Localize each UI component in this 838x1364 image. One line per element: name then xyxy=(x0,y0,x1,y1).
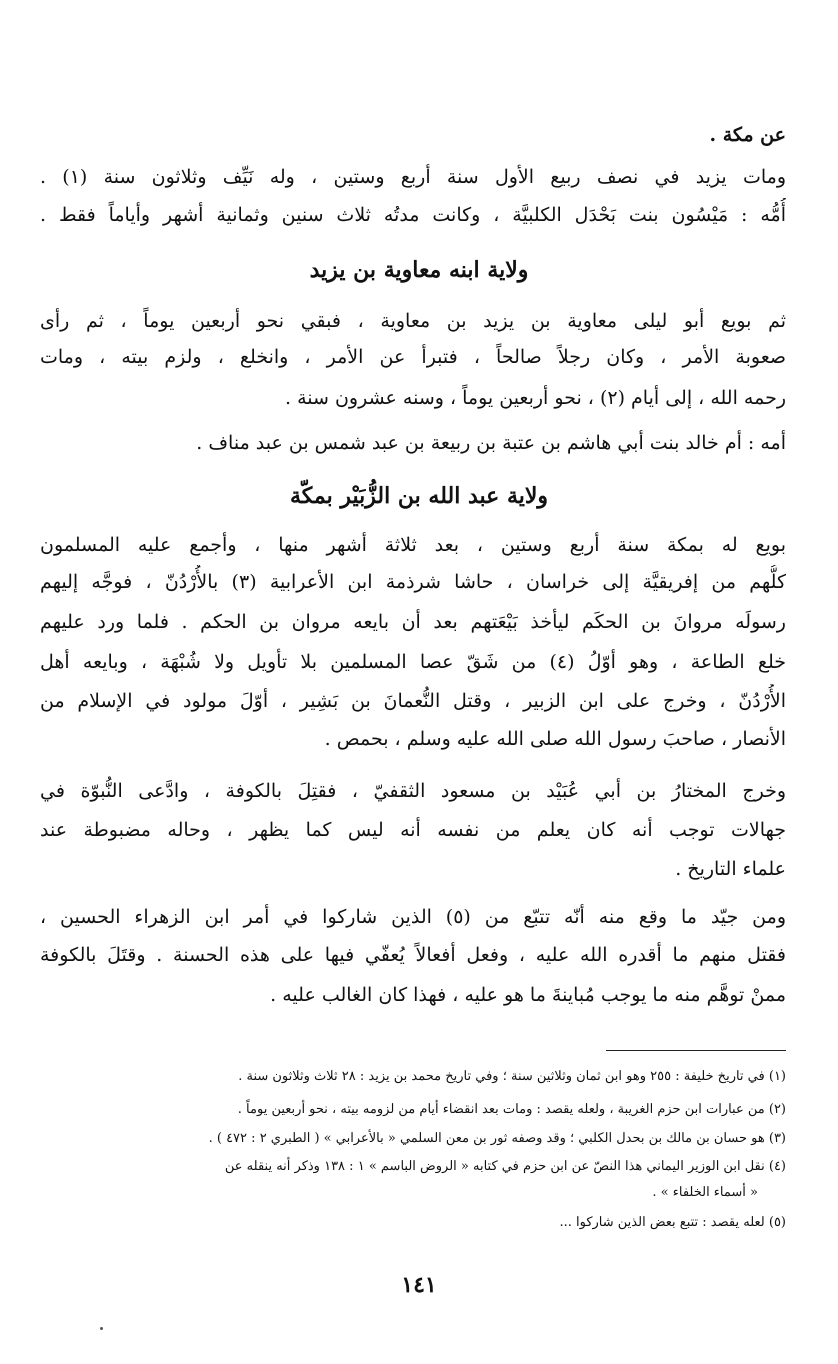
text-line: أمه : أم خالد بنت أبي هاشم بن عتبة بن ربيعة بن عبد شمس بن عبد مناف . xyxy=(196,432,786,454)
text-line: عن مكة . xyxy=(709,124,786,146)
text-line: فقتل منهم ما أقدره الله عليه ، وفعل أفعالاً يُعفّي فيها على هذه الحسنة . وقتَلَ بالكوفة xyxy=(40,944,786,966)
text-line: ثم بويع أبو ليلى معاوية بن يزيد بن معاوية ، فبقي نحو أربعين يوماً ، ثم رأى xyxy=(40,310,786,332)
text-line: ممنْ توهَّم منه ما يوجب مُباينةَ ما هو عليه ، فهذا كان الغالب عليه . xyxy=(270,984,786,1006)
footnote: (٤) نقل ابن الوزير اليماني هذا النصّ عن ابن حزم في كتابه « الروض الباسم » ١ : ١٣٨ وذكر أنه ينقله عن xyxy=(224,1159,786,1174)
text-line: أُمُّه : مَيْسُون بنت بَحْدَل الكلبيَّة ، وكانت مدتُه ثلاث سنين وثمانية أشهر وأياماً فقط . xyxy=(40,204,786,226)
footnote: « أسماء الخلفاء » . xyxy=(652,1185,758,1200)
footnote: (٣) هو حسان بن مالك بن بحدل الكلبي ؛ وقد وصفه ثور بن معن السلمي « بالأعرابي » ( الطبري ٢ : ٤٧٢ ) . xyxy=(208,1131,786,1146)
text-line: صعوبة الأمر ، وكان رجلاً صالحاً ، فتبرأ عن الأمر ، وانخلع ، ولزم بيته ، ومات xyxy=(40,346,786,368)
section-heading: ولاية عبد الله بن الزُّبَيْر بمكّة xyxy=(289,483,549,509)
text-line: علماء التاريخ . xyxy=(675,858,786,880)
footnote: (٥) لعله يقصد : تتبع بعض الذين شاركوا ... xyxy=(559,1215,786,1230)
text-line: كلُّهم من إفريقيَّة إلى خراسان ، حاشا شرذمة ابن الأعرابية (٣) بالأُرْدُنّ ، فوجَّه إليهم xyxy=(40,571,786,593)
scan-speck xyxy=(100,1327,103,1330)
footnote: (١) في تاريخ خليفة : ٢٥٥ وهو ابن ثمان وثلاثين سنة ؛ وفي تاريخ محمد بن يزيد : ٢٨ ثلاث وثلاثون سنة . xyxy=(238,1069,786,1084)
text-line: ومن جيّد ما وقع منه أنّه تتبّع من (٥) الذين شاركوا في أمر ابن الزهراء الحسين ، xyxy=(40,906,786,928)
text-line: خلع الطاعة ، وهو أوّلُ (٤) من شَقّ عصا المسلمين بلا تأويل ولا شُبْهَة ، وبايعه أهل xyxy=(40,651,786,673)
text-line: بويع له بمكة سنة أربع وستين ، بعد ثلاثة أشهر منها ، وأجمع عليه المسلمون xyxy=(40,534,786,556)
text-line: رسولَه مروانَ بن الحكَم ليأخذ بَيْعَتهم بعد أن بايعه مروان بن الحكم . فلما ورد عليهم xyxy=(40,611,786,633)
page-number: ١٤١ xyxy=(401,1272,437,1298)
text-line: ومات يزيد في نصف ربيع الأول سنة أربع وستين ، وله نَيِّف وثلاثون سنة (١) . xyxy=(40,166,786,188)
text-line: رحمه الله ، إلى أيام (٢) ، نحو أربعين يوماً ، وسنه عشرون سنة . xyxy=(285,387,786,409)
text-line: وخرج المختارُ بن أبي عُبَيْد بن مسعود الثقفيّ ، فقتِلَ بالكوفة ، وادَّعى النُّبوّة في xyxy=(40,780,786,802)
section-heading: ولاية ابنه معاوية بن يزيد xyxy=(309,257,529,283)
text-line: جهالات توجب أنه كان يعلم من نفسه أنه ليس كما يظهر ، وحاله مضبوطة عند xyxy=(40,819,786,841)
footnote-separator xyxy=(606,1050,786,1051)
text-line: الأنصار ، صاحبَ رسول الله صلى الله عليه وسلم ، بحمص . xyxy=(324,728,786,750)
footnote: (٢) من عبارات ابن حزم الغريبة ، ولعله يقصد : ومات بعد انقضاء أيام من لزومه بيته ، نحو أربعين يوماً . xyxy=(237,1102,786,1117)
text-line: الأُرْدُنّ ، وخرج على ابن الزبير ، وقتل النُّعمانَ بن بَشِير ، أوّلَ مولود في الإسلام من xyxy=(40,690,786,712)
